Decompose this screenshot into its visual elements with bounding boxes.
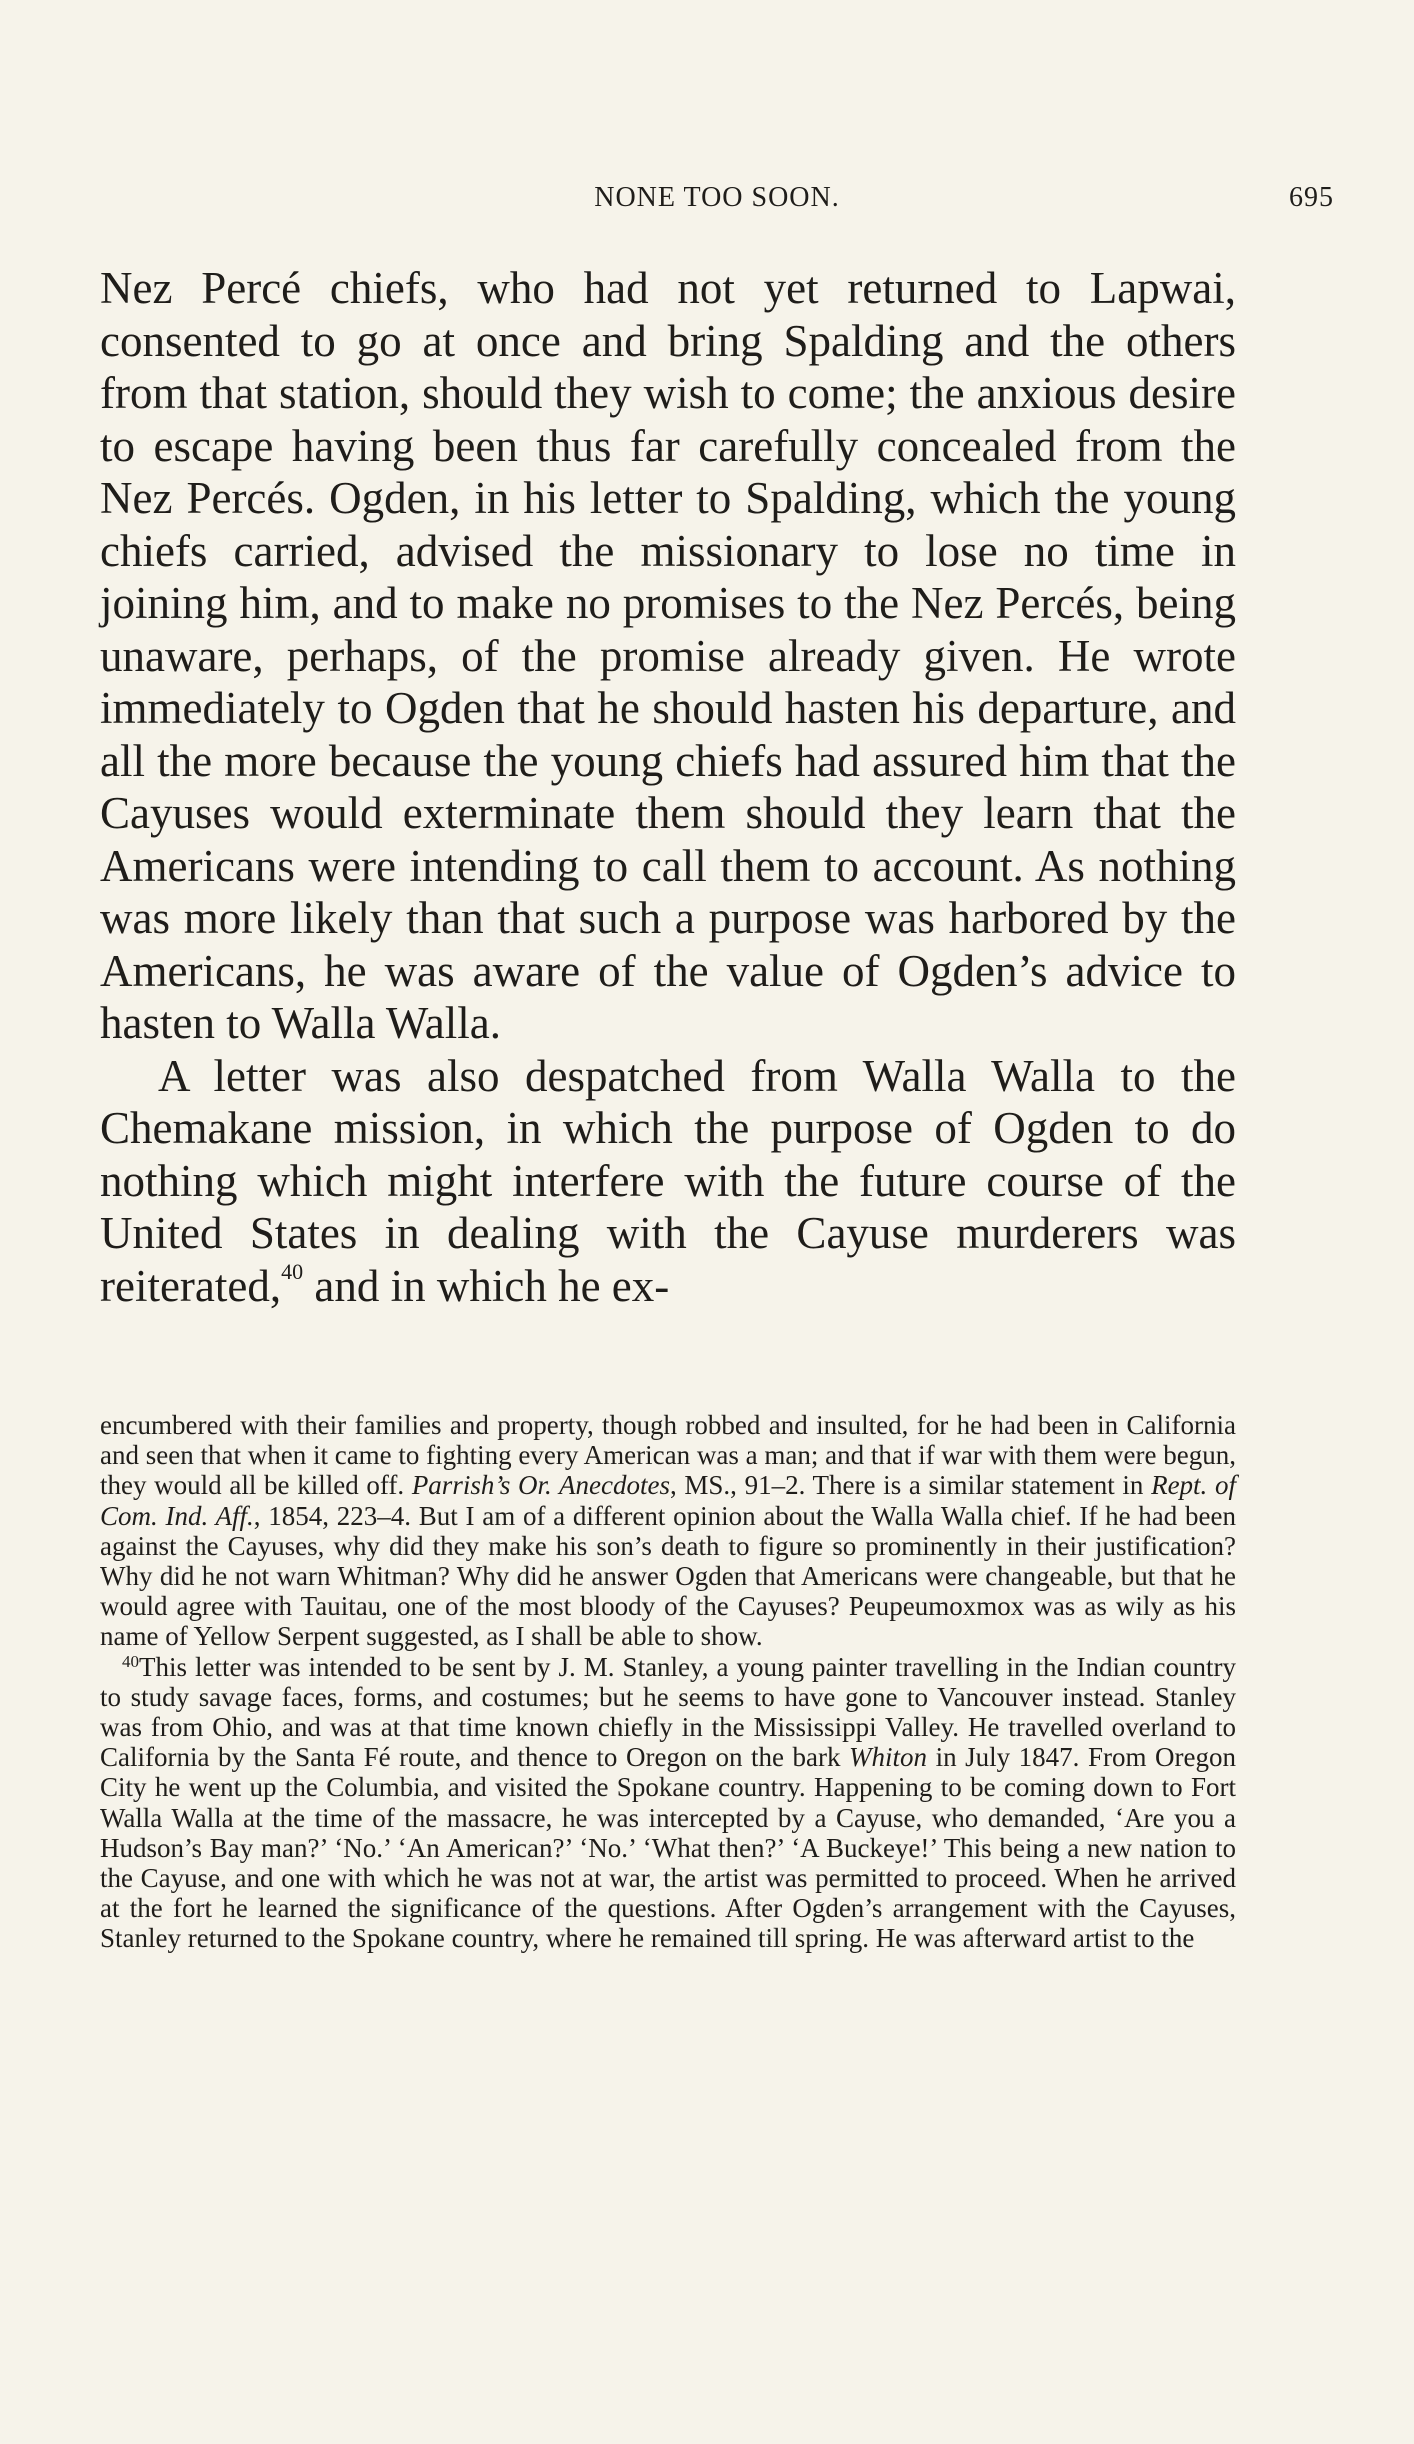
footnote-text: , 1854, 223–4. But I am of a different opinion about the Walla Walla chief. If he had been against the Cayuses, why did they make his son’s death to figure so prominently in their justification? Why did he not warn Whitman? Why did he answer Ogden that Americans were changeable, but that he would agree with Tauitau, one of the most bloody of the Cayuses? Peupeumoxmox was as wily as his name of Yellow Serpent suggested, as I shall be able to show. <box>100 1500 1236 1652</box>
footnote-text: in July 1847. From Oregon City he went up the Columbia, and visited the Spokane country. Happening to be coming down to Fort Walla Walla at the time of the massacre, he was intercepted by a Cayuse, who demanded, ‘Are you a Hudson’s Bay man?’ ‘No.’ ‘An American?’ ‘No.’ ‘What then?’ ‘A Buckeye!’ This being a new nation to the Cayuse, and one with which he was not at war, the artist was permitted to proceed. When he arrived at the fort he learned the significance of the questions. After Ogden’s arrangement with the Cayuses, Stanley returned to the Spokane country, where he remained till spring. He was afterward artist to the <box>100 1742 1236 1954</box>
footnote-text: This letter was intended to be sent by J. M. Stanley, a young painter travelling in the Indian country to study savage faces, forms, and costumes; but he seems to have gone to Vancouver instead. Stanley was from Ohio, and was at that time known chiefly in the Mississippi Valley. He travelled overland to California by the Santa Fé route, and thence to Oregon on the bark <box>100 1651 1236 1773</box>
footnote-text: encumbered with their families and property, though robbed and insulted, for he had been in California and seen that when it came to fighting every American was a man; and that if war with them were begun, they would all be killed off. <box>100 1410 1236 1501</box>
paragraph <box>100 1050 1236 1313</box>
page-number: 695 <box>1289 182 1334 213</box>
footnote-text: , MS., 91–2. There is a similar statement in <box>669 1470 1152 1501</box>
paragraph-text: A letter was also despatched from Walla Walla to the Chemakane mission, in which the purpose of Ogden to do nothing which might interfere with the future course of the United States in dealing with the Cayuse murderers was reiterated, <box>100 1050 1236 1311</box>
running-title: NONE TOO SOON. <box>594 182 840 213</box>
footnotes <box>100 1410 1236 1954</box>
running-head <box>100 182 1334 222</box>
footnote-reference: 40 <box>281 1258 304 1284</box>
footnote-40 <box>100 1652 1236 1954</box>
ship-name: Whiton <box>849 1742 928 1773</box>
footnote-number: 40 <box>122 1651 139 1671</box>
citation: Parrish’s Or. Anecdotes <box>411 1470 670 1501</box>
paragraph: Nez Percé chiefs, who had not yet returned to Lapwai, consented to go at once and bring Spalding and the others from that station, should they wish to come; the anxious desire to escape having been thus far carefully concealed from the Nez Percés. Ogden, in his letter to Spalding, which the young chiefs carried, advised the missionary to lose no time in joining him, and to make no promises to the Nez Percés, being unaware, perhaps, of the promise already given. He wrote immediately to Ogden that he should hasten his departure, and all the more because the young chiefs had assured him that the Cayuses would exterminate them should they learn that the Americans were intending to call them to account. As nothing was more likely than that such a purpose was harbored by the Americans, he was aware of the value of Ogden’s advice to hasten to Walla Walla. <box>100 263 1236 1048</box>
paragraph-text: and in which he ex- <box>303 1260 670 1311</box>
citation: Rept. of Com. Ind. Aff. <box>100 1470 1236 1531</box>
main-text <box>100 262 1236 1312</box>
footnote-continued <box>100 1410 1236 1652</box>
